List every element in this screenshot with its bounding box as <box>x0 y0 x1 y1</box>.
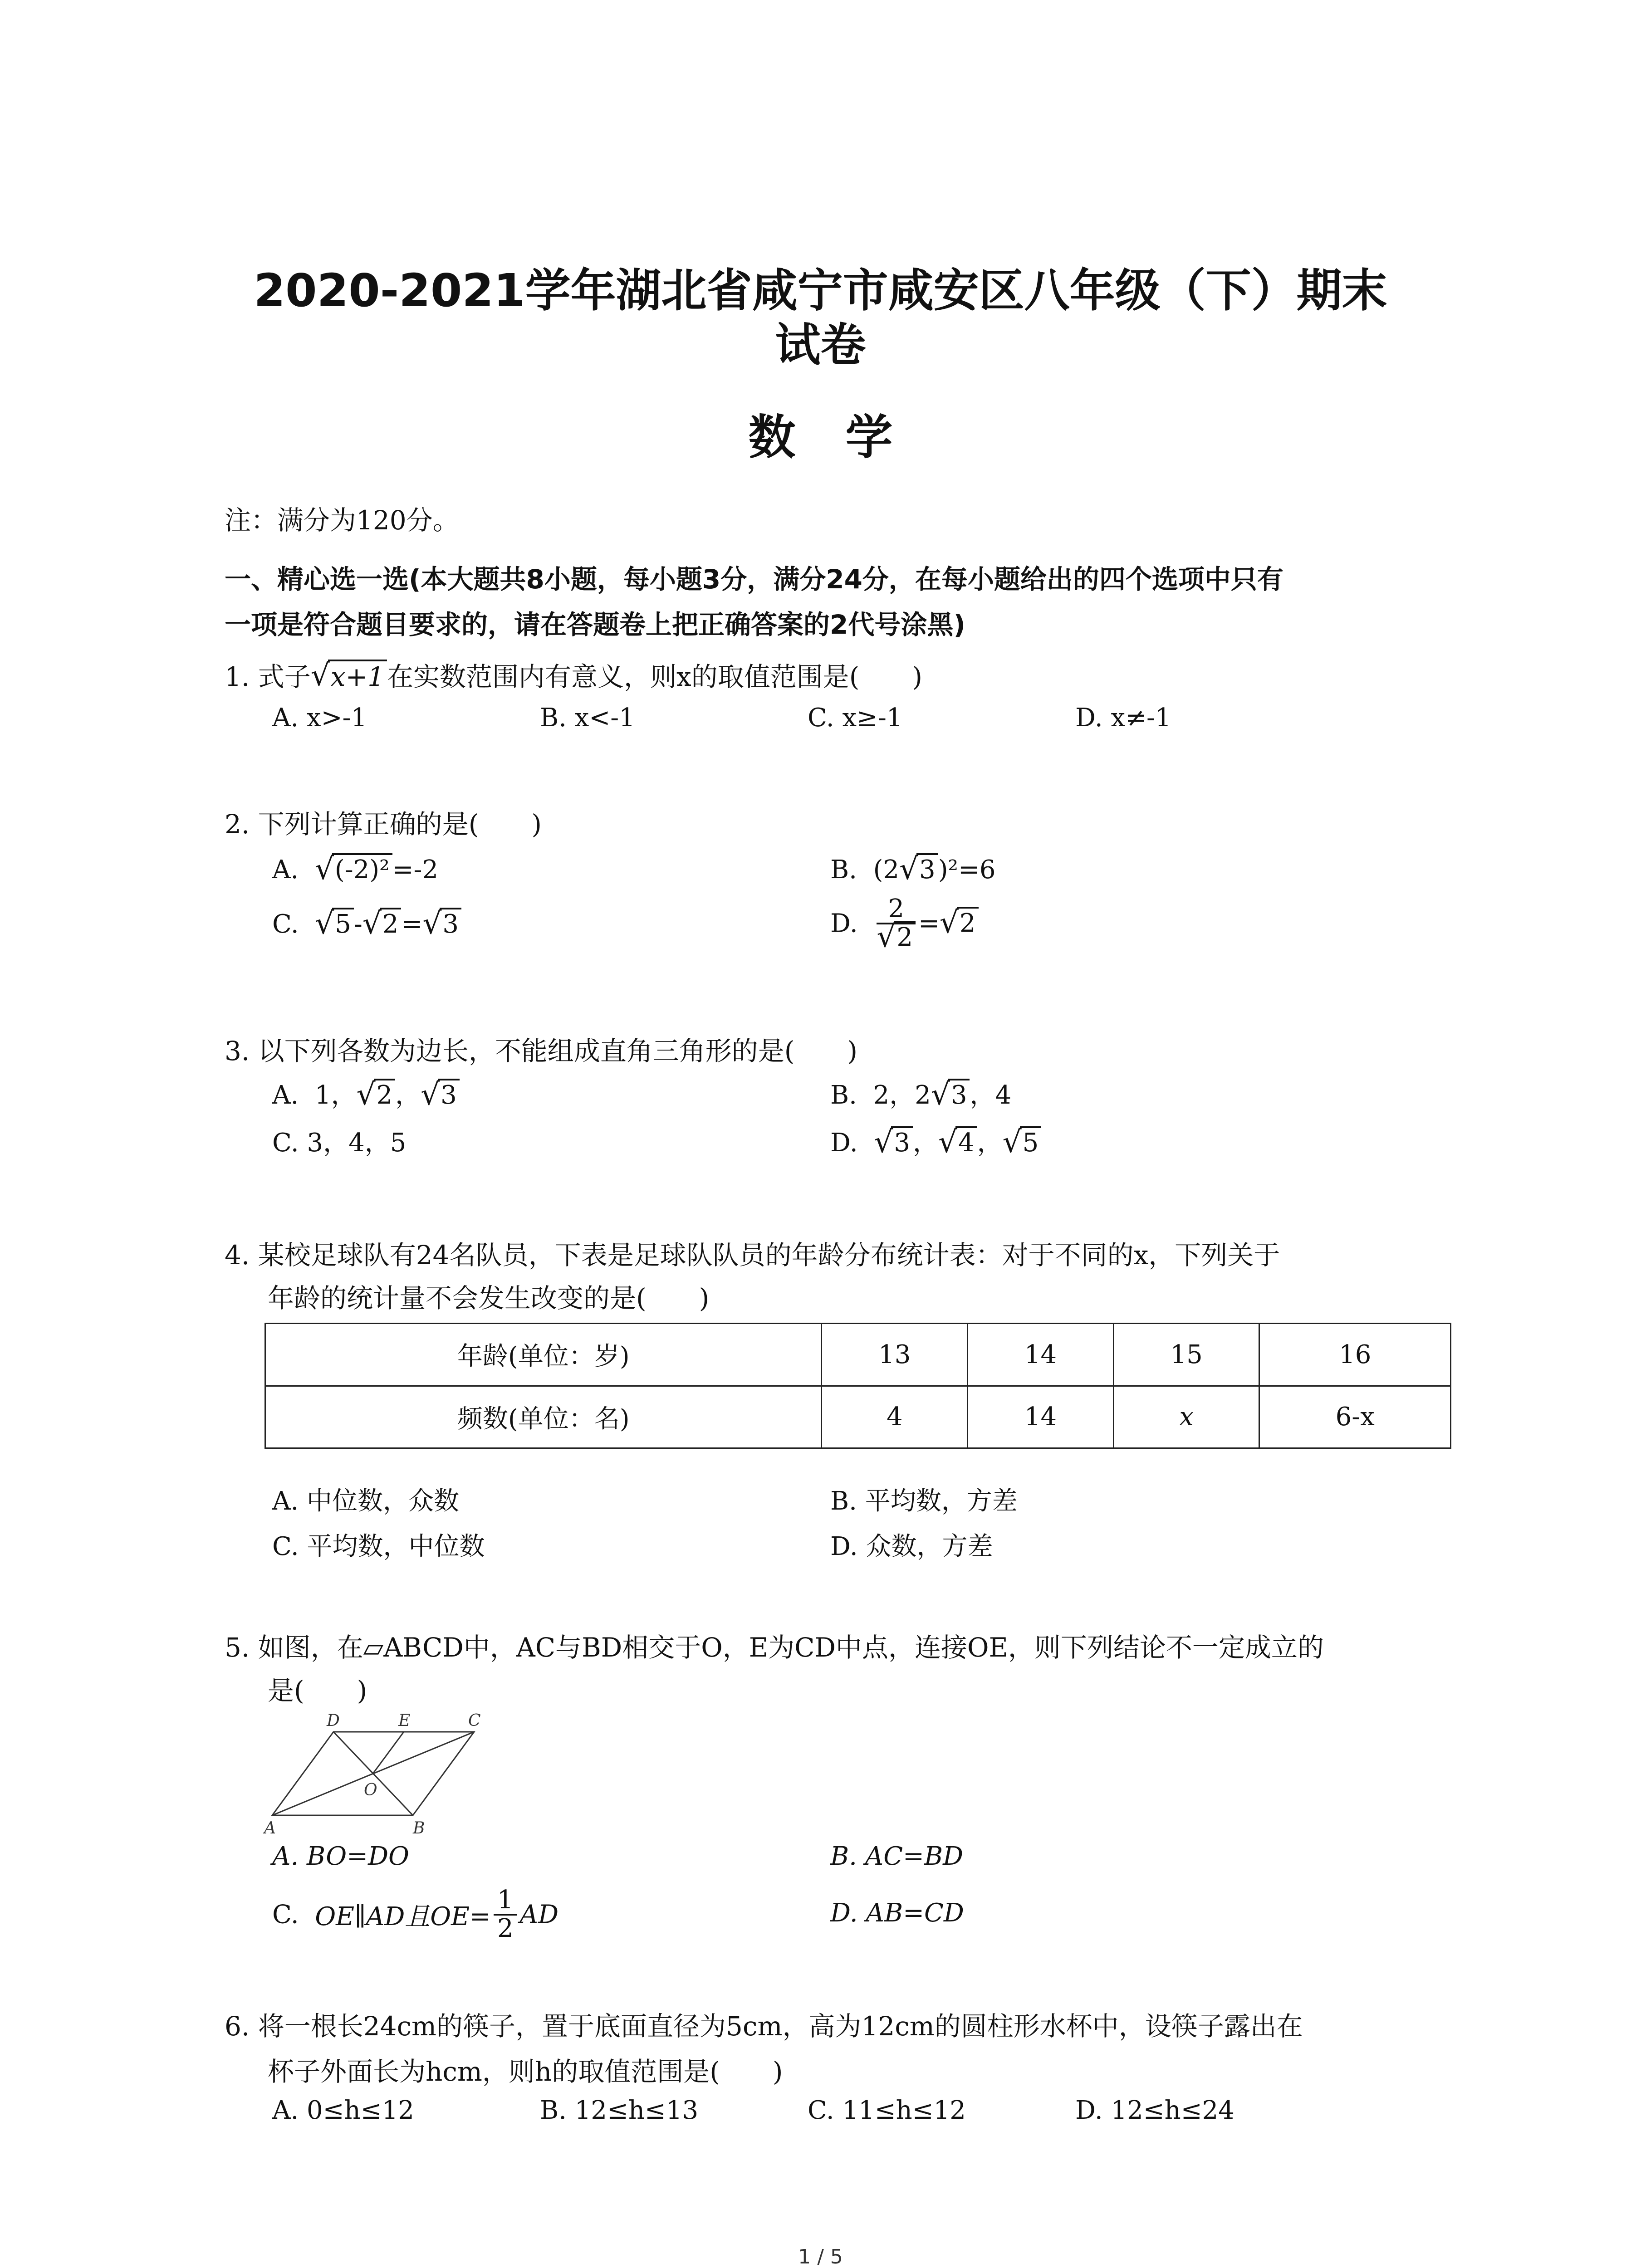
q3-option-a <box>272 1075 460 1111</box>
q3-b-post: ，4 <box>970 1080 1012 1110</box>
q3-d-r1: 3 <box>891 1126 913 1158</box>
table-cell: 频数(单位：名) <box>265 1386 822 1448</box>
q3-b-pre: 2，2 <box>873 1080 931 1110</box>
score-note: 注：满分为120分。 <box>225 505 459 536</box>
q5-option-a: A. BO=DO <box>272 1842 409 1871</box>
label-d: D <box>327 1711 340 1730</box>
q6-stem-line2: 杯子外面长为hcm，则h的取值范围是( ) <box>268 2056 783 2087</box>
q2-a-radicand: (-2)² <box>332 853 392 885</box>
exam-title-line1: 2020-2021学年湖北省咸宁市咸安区八年级（下）期末 <box>254 264 1387 317</box>
q2-c-r2: 2 <box>380 908 402 939</box>
q3-option-d <box>830 1123 1041 1159</box>
q1-option-d: D. x≠-1 <box>1075 703 1171 733</box>
q1-stem-pre: 1. 式子 <box>225 661 311 692</box>
q3-a-label: A. <box>272 1080 299 1110</box>
q5-option-d: D. AB=CD <box>830 1898 964 1928</box>
q3-a-r1: 2 <box>374 1079 396 1110</box>
sqrt-symbol <box>357 1080 396 1110</box>
q5-c-pre: OE∥AD且OE= <box>315 1901 491 1931</box>
q3-d-r2: 4 <box>955 1126 977 1158</box>
q2-c-r3: 3 <box>440 908 461 939</box>
label-b: B <box>413 1819 425 1837</box>
label-a: A <box>264 1819 276 1837</box>
q2-d-denominator <box>877 924 916 951</box>
q3-option-b <box>830 1075 1011 1111</box>
q3-b-radicand: 3 <box>948 1079 970 1110</box>
q5-stem-line1: 5. 如图，在▱ABCD中，AC与BD相交于O，E为CD中点，连接OE，则下列结论不一定成立的 <box>225 1632 1324 1663</box>
q2-option-d <box>830 896 979 951</box>
q1-option-b: B. x<-1 <box>540 703 635 733</box>
q2-d-fraction <box>877 896 916 951</box>
q2-b-rest: )²=6 <box>938 855 996 885</box>
q2-b-radicand: 3 <box>916 853 938 885</box>
q4-option-c: C. 平均数，中位数 <box>272 1532 485 1561</box>
q2-c-minus: - <box>353 909 362 939</box>
q4-option-b: B. 平均数，方差 <box>830 1486 1018 1516</box>
label-e: E <box>398 1711 411 1730</box>
q2-option-c <box>272 909 461 939</box>
q5-c-denominator: 2 <box>497 1913 514 1943</box>
q3-b-label: B. <box>830 1080 857 1110</box>
sqrt-symbol <box>311 661 387 692</box>
sqrt-symbol <box>940 909 979 938</box>
q2-a-label: A. <box>272 855 299 885</box>
q5-c-post: AD <box>519 1900 558 1930</box>
q1-stem <box>225 655 922 694</box>
sqrt-symbol <box>874 1128 913 1158</box>
q2-stem: 2. 下列计算正确的是( ) <box>225 809 542 840</box>
subject-title: 数学 <box>748 410 943 465</box>
sqrt-symbol <box>931 1080 970 1110</box>
q6-option-a: A. 0≤h≤12 <box>272 2096 414 2125</box>
q4-stem-line1: 4. 某校足球队有24名队员，下表是足球队队员的年龄分布统计表：对于不同的x，下列关于 <box>225 1240 1280 1271</box>
q2-b-label: B. <box>830 855 857 885</box>
label-c: C <box>468 1711 481 1730</box>
q5-option-c <box>272 1887 558 1942</box>
q3-stem: 3. 以下列各数为边长，不能组成直角三角形的是( ) <box>225 1036 858 1066</box>
q2-a-rest: =-2 <box>392 855 439 885</box>
sqrt-symbol <box>362 909 402 939</box>
q3-d-label: D. <box>830 1128 858 1158</box>
q2-d-den-radicand: 2 <box>894 921 916 952</box>
q6-option-d: D. 12≤h≤24 <box>1075 2096 1234 2125</box>
q3-option-c: C. 3，4，5 <box>272 1128 407 1158</box>
exam-title-line2: 试卷 <box>775 318 866 371</box>
age-frequency-table <box>265 1323 1451 1449</box>
sqrt-symbol <box>877 924 916 951</box>
label-o: O <box>364 1781 377 1799</box>
sqrt-symbol <box>421 1080 460 1110</box>
q6-option-b: B. 12≤h≤13 <box>540 2096 699 2125</box>
table-row <box>265 1386 1451 1448</box>
q2-b-pre: (2 <box>873 855 900 885</box>
table-cell: 15 <box>1113 1324 1259 1386</box>
table-cell: 14 <box>968 1386 1114 1448</box>
q4-option-d: D. 众数，方差 <box>830 1532 993 1561</box>
q2-c-r1: 5 <box>332 908 354 939</box>
q3-a-r2: 3 <box>438 1079 460 1110</box>
sqrt-symbol <box>899 855 938 885</box>
q1-stem-post: 在实数范围内有意义，则x的取值范围是( ) <box>387 661 922 692</box>
table-cell: 年龄(单位：岁) <box>265 1324 822 1386</box>
q4-option-a: A. 中位数，众数 <box>272 1486 460 1516</box>
q2-c-label: C. <box>272 909 299 939</box>
table-cell: 6-x <box>1259 1386 1451 1448</box>
q5-c-fraction <box>494 1887 517 1942</box>
table-cell: x <box>1113 1386 1259 1448</box>
page-number: 1 / 5 <box>798 2245 843 2268</box>
table-cell: 14 <box>968 1324 1114 1386</box>
table-cell: 13 <box>822 1324 968 1386</box>
q4-stem-line2: 年龄的统计量不会发生改变的是( ) <box>268 1283 710 1314</box>
table-cell: 16 <box>1259 1324 1451 1386</box>
q3-a-sep: ， <box>395 1080 421 1110</box>
q2-d-label: D. <box>830 909 858 938</box>
table-cell: 4 <box>822 1386 968 1448</box>
q1-option-c: C. x≥-1 <box>808 703 903 733</box>
q2-c-eq: = <box>401 909 423 939</box>
parallelogram-figure <box>263 1706 499 1837</box>
q3-d-s1: ， <box>912 1128 938 1158</box>
q2-option-b <box>830 855 996 885</box>
q6-option-c: C. 11≤h≤12 <box>808 2096 966 2125</box>
q2-d-numerator: 2 <box>877 896 916 924</box>
sqrt-symbol <box>938 1128 977 1158</box>
q2-d-radicand: 2 <box>957 907 979 938</box>
q1-radicand: x+1 <box>328 660 387 692</box>
q2-option-a <box>272 855 438 885</box>
sqrt-symbol <box>315 909 354 939</box>
sqrt-symbol <box>1003 1128 1042 1158</box>
q5-c-label: C. <box>272 1900 299 1930</box>
sqrt-symbol <box>315 855 392 885</box>
section1-heading-line2: 一项是符合题目要求的，请在答题卷上把正确答案的2代号涂黑) <box>225 609 965 640</box>
table-row <box>265 1324 1451 1386</box>
q3-d-s2: ， <box>977 1128 1003 1158</box>
section1-heading-line1: 一、精心选一选(本大题共8小题，每小题3分，满分24分，在每小题给出的四个选项中只有 <box>225 564 1283 595</box>
q5-stem-line2: 是( ) <box>268 1675 367 1706</box>
q1-option-a: A. x>-1 <box>272 703 367 733</box>
q2-d-eq: = <box>918 909 940 938</box>
q5-option-b: B. AC=BD <box>830 1842 964 1871</box>
q3-d-r3: 5 <box>1020 1126 1042 1158</box>
q5-c-numerator: 1 <box>494 1887 517 1916</box>
q3-a-pre: 1， <box>314 1080 357 1110</box>
q6-stem-line1: 6. 将一根长24cm的筷子，置于底面直径为5cm，高为12cm的圆柱形水杯中，设筷子露出在 <box>225 2011 1303 2042</box>
sqrt-symbol <box>422 909 461 939</box>
